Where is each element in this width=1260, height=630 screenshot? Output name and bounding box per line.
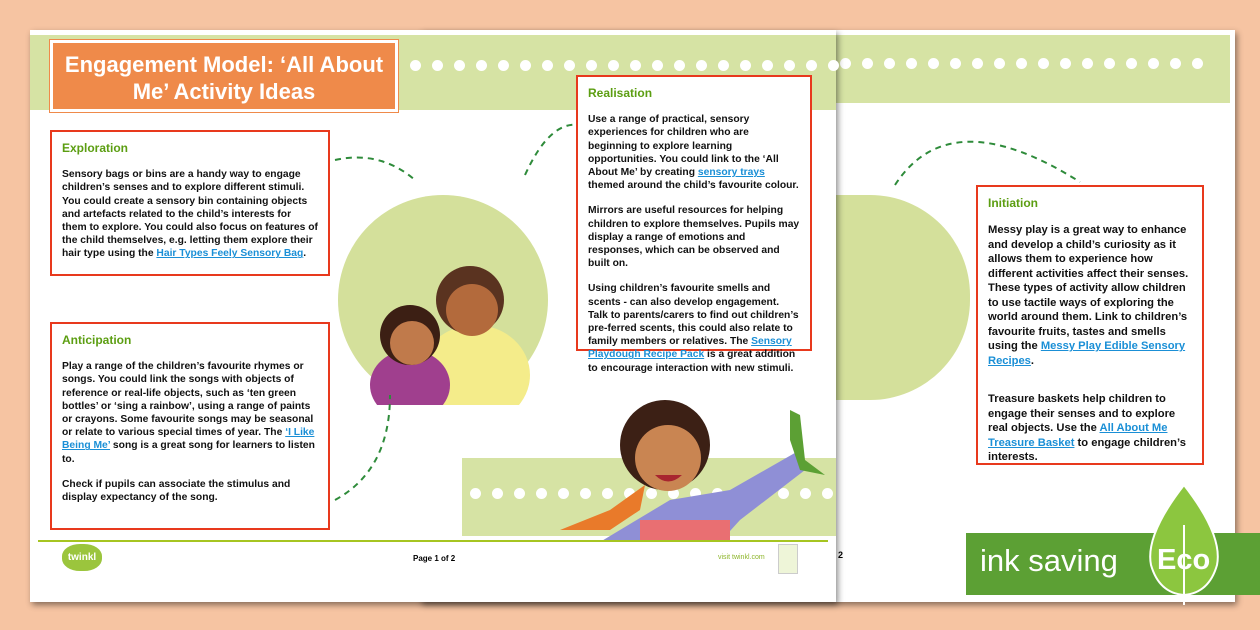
text: Using children’s favourite smells and scents - can also develop engagement. Talk to parents/carers to find out children’s pre-ferred scents, this could also relate to family members or relatives. The xyxy=(588,283,799,348)
messy-play-link[interactable]: Messy Play Edible Sensory Recipes xyxy=(988,340,1186,367)
exploration-heading: Exploration xyxy=(62,141,129,155)
text: Messy play is a great way to enhance and develop a child’s curiosity as it allows them to experience how different activities affect their senses. These types of activity allow children to use tactile ways of exploring the world around them. Link to children’s favourite fruits, tastes and smells using the xyxy=(988,224,1189,353)
text: . xyxy=(303,248,307,260)
illustration-circle xyxy=(820,195,970,400)
initiation-heading: Initiation xyxy=(988,196,1038,210)
playdough-link[interactable]: Sensory Playdough Recipe Pack xyxy=(588,336,792,361)
text: Play a range of the children’s favourite rhymes or songs. You could link the songs with objects of reference or real-life objects, such as ‘ten green bottles’ or ‘sing a rainbow’, using a range of paints or crayons. Some favourite songs may be seasonal or relate to various special times of year. The xyxy=(62,361,314,439)
footer-divider xyxy=(38,540,828,542)
dot-row xyxy=(840,58,1203,69)
text: themed around the child’s favourite colour. xyxy=(588,180,799,192)
hair-types-link[interactable]: Hair Types Feely Sensory Bag xyxy=(156,248,304,260)
front-page xyxy=(30,30,836,602)
eco-label: Eco xyxy=(1157,544,1211,576)
text: to engage children’s interests. xyxy=(988,436,1186,464)
anticipation-heading: Anticipation xyxy=(62,333,132,347)
adult-and-child-illustration xyxy=(340,225,550,405)
dashed-connector xyxy=(890,110,1090,190)
text: Sensory bags or bins are a handy way to engage children’s senses and to explore different stimuli. You could create a sensory bin containing objects and artefacts related to the child’s interests for them to explore. You could also focus on features of the child themselves, e.g. letting them explore their hair type using the xyxy=(62,169,318,260)
twinkl-url[interactable]: visit twinkl.com xyxy=(718,554,765,561)
ink-saving-label: ink saving xyxy=(980,543,1118,578)
initiation-box xyxy=(976,185,1204,465)
text: Mirrors are useful resources for helping children to explore themselves. Pupils may display a range of emotions and responses, which can be observed and built on. xyxy=(588,205,800,270)
realisation-box xyxy=(576,75,812,374)
text: song is a great song for learners to listen to. xyxy=(62,440,315,465)
text: Check if pupils can associate the stimulus and display expectancy of the song. xyxy=(62,478,291,504)
text: . xyxy=(1030,354,1035,367)
realisation-heading: Realisation xyxy=(588,86,653,100)
child-with-dinosaurs-illustration xyxy=(550,370,830,542)
exploration-box xyxy=(50,130,330,276)
dashed-connector xyxy=(330,120,590,210)
page-title: Engagement Model: ‘All About Me’ Activity Ideas xyxy=(50,40,398,112)
back-page-number: 2 xyxy=(838,550,844,560)
header-band xyxy=(830,35,1230,103)
text: Treasure baskets help children to engage their senses and to explore real objects. Use the xyxy=(988,393,1176,435)
i-like-being-me-link[interactable]: ‘I Like Being Me’ xyxy=(62,427,315,452)
sensory-trays-link[interactable]: sensory trays xyxy=(697,167,765,179)
treasure-basket-link[interactable]: All About Me Treasure Basket xyxy=(988,422,1168,449)
dot-row xyxy=(410,60,839,71)
anticipation-box xyxy=(50,322,330,530)
twinkl-logo: twinkl xyxy=(62,544,102,571)
page-number: Page 1 of 2 xyxy=(413,554,456,563)
dashed-connector xyxy=(330,390,410,510)
text: is a great addition to encourage interaction with new stimuli. xyxy=(588,349,796,374)
quality-badge-icon xyxy=(778,544,798,574)
text: Use a range of practical, sensory experiences for children who are beginning to explore learning opportunities. You could link to the ‘All About Me’ by creating xyxy=(588,114,779,179)
